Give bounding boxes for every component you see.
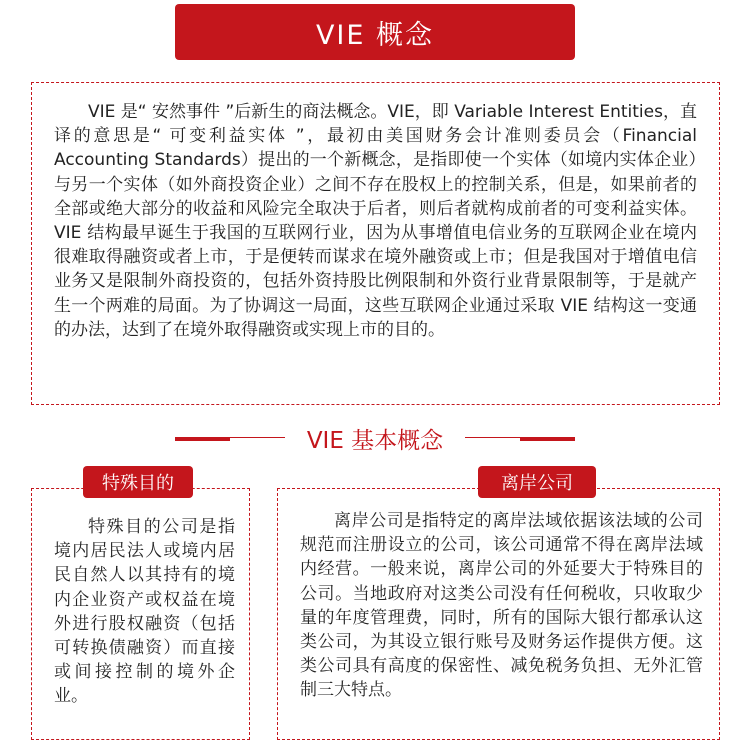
offshore-panel [277, 488, 720, 740]
section-heading-label: VIE 基本概念 [306, 428, 444, 454]
section-heading [0, 420, 750, 460]
intro-paragraph: VIE 是“ 安然事件 ”后新生的商法概念。VIE，即 Variable Interest Entities，直译的意思是“ 可变利益实体 ”，最初由美国财务会计准则委员会（Financial Accounting Standards）提出的一个新概念，是指即使一个实体（如境内实体企业）与另一个实体（如外商投资企业）之间不存在股权上的控制关系，但是，如果前者的全部或绝大部分的收益和风险完全取决于后者，则后者就构成前者的可变利益实体。VIE 结构最早诞生于我国的互联网行业，因为从事增值电信业务的互联网企业在境内很难取得融资或者上市，于是便转而谋求在境外融资或上市；但是我国对于增值电信业务又是限制外商投资的，包括外资持股比例限制和外资行业背景限制等，于是就产生一个两难的局面。为了协调这一局面，这些互联网企业通过采取 VIE 结构这一变通的办法，达到了在境外取得融资或实现上市的目的。 [54, 102, 697, 340]
heading-divider-left [175, 437, 285, 438]
title-banner [175, 4, 575, 60]
spv-panel [31, 488, 250, 740]
spv-tag: 特殊目的 [83, 466, 193, 498]
offshore-tag: 离岸公司 [478, 466, 596, 498]
offshore-paragraph: 离岸公司是指特定的离岸法域依据该法域的公司规范而注册设立的公司，该公司通常不得在离岸法域内经营。一般来说，离岸公司的外延要大于特殊目的公司。当地政府对这类公司没有任何税收，只收取少量的年度管理费，同时，所有的国际大银行都承认这类公司，为其设立银行账号及财务运作提供方便。这类公司具有高度的保密性、减免税务负担、无外汇管制三大特点。 [300, 511, 703, 701]
page-title: VIE 概念 [315, 19, 435, 51]
intro-panel [31, 82, 720, 405]
spv-paragraph: 特殊目的公司是指境内居民法人或境内居民自然人以其持有的境内企业资产或权益在境外进行股权融资（包括可转换债融资）而直接或间接控制的境外企业。 [54, 517, 235, 707]
heading-divider-right [465, 437, 575, 438]
